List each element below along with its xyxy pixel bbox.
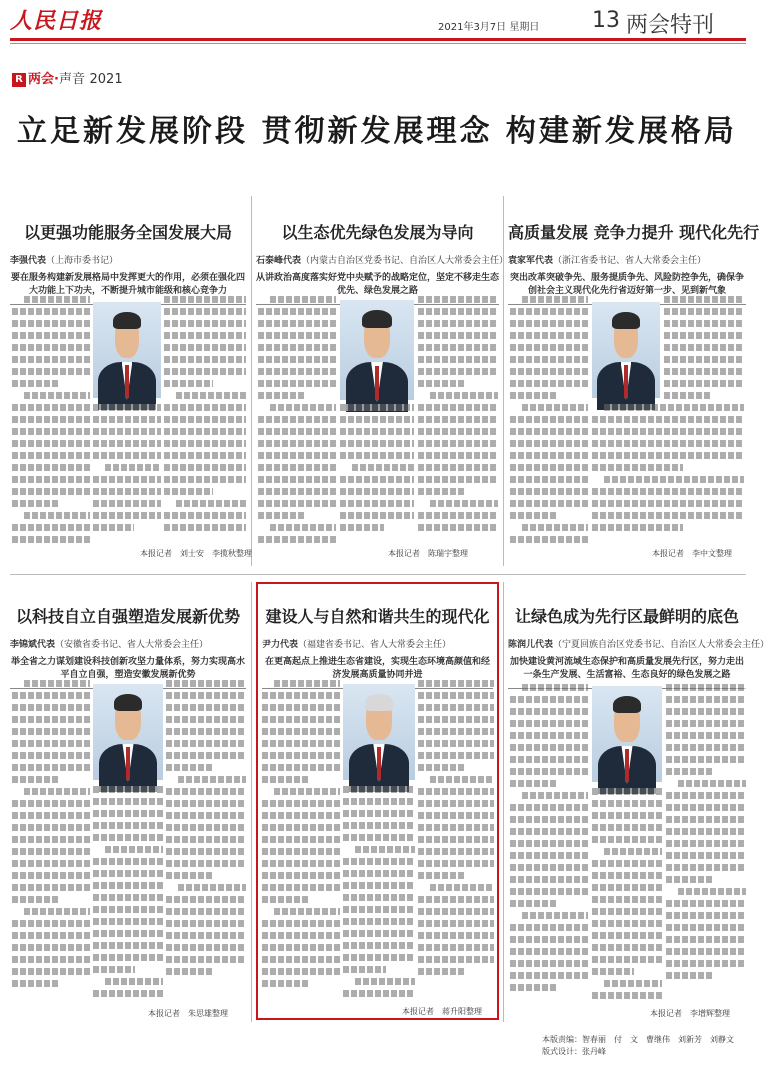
article-body [164, 296, 246, 544]
article-body [166, 680, 246, 1000]
masthead [0, 0, 754, 40]
author-affiliation: （福建省委书记、省人大常委会主任） [298, 640, 452, 650]
author-name: 石泰峰代表 [256, 256, 302, 266]
article-body [93, 404, 161, 552]
article-body [93, 786, 163, 1010]
article-card [256, 220, 509, 305]
article-reporter: 本报记者 蒋升阳整理 [402, 1007, 482, 1016]
section-label: 两会· [28, 72, 59, 87]
article-card [508, 220, 760, 305]
article-author [262, 637, 493, 650]
article-title: 以更强功能服务全国发展大局 [23, 223, 232, 242]
article-author [256, 253, 509, 266]
article-body [343, 786, 415, 1010]
article-author [508, 637, 769, 650]
article-card [10, 604, 246, 689]
page-section: 两会特刊 [626, 13, 715, 38]
footer-editors: 本版责编：智春丽 付 文 曹继伟 刘新芳 刘静文 [542, 1035, 734, 1044]
author-affiliation: （上海市委书记） [46, 256, 119, 266]
section-year: 2021 [89, 72, 123, 87]
article-title: 高质量发展 竞争力提升 现代化先行 [508, 223, 760, 242]
author-name: 李强代表 [10, 256, 47, 266]
article-body [340, 404, 414, 550]
article-body [592, 788, 662, 1010]
row-divider [10, 574, 746, 575]
article-title: 以生态优先绿色发展为导向 [281, 223, 474, 242]
article-body [258, 296, 336, 550]
article-lead: 加快建设黄河流域生态保护和高质量发展先行区，努力走出一条生产发展、生活富裕、生态良好的绿色发展之路 [509, 657, 744, 680]
author-name: 李锦斌代表 [10, 640, 56, 650]
article-body [510, 296, 588, 550]
article-reporter: 本报记者 李增辉整理 [650, 1009, 730, 1018]
article-body [12, 680, 90, 1010]
author-portrait [592, 302, 660, 398]
column-divider [251, 582, 252, 1022]
author-portrait [340, 300, 414, 400]
newspaper-logo: 人民日报 [10, 8, 103, 34]
article-lead: 举全省之力谋划建设科技创新攻坚力量体系，努力实现高水平自立自强，塑造安徽发展新优势 [10, 657, 245, 680]
author-portrait [93, 302, 161, 398]
author-affiliation: （内蒙古自治区党委书记、自治区人大常委会主任） [301, 256, 509, 266]
article-reporter: 本报记者 朱思雄整理 [148, 1009, 228, 1018]
article-lead: 从讲政治高度落实好党中央赋予的战略定位，坚定不移走生态优先、绿色发展之路 [256, 273, 500, 296]
article-body [666, 684, 746, 1002]
column-divider [503, 582, 504, 1022]
article-body [418, 296, 498, 542]
author-name: 袁家军代表 [508, 256, 554, 266]
article-reporter: 本报记者 李中文整理 [652, 549, 732, 558]
author-portrait [343, 684, 415, 780]
section-sublabel: 声音 [58, 72, 85, 87]
article-body [664, 296, 744, 406]
issue-date: 2021年3月7日 星期日 [438, 22, 540, 33]
article-author [508, 253, 746, 266]
article-card [10, 220, 246, 305]
author-portrait [93, 684, 163, 780]
section-tag [12, 68, 123, 87]
author-name: 尹力代表 [262, 640, 299, 650]
page-headline: 立足新发展阶段 贯彻新发展理念 构建新发展格局 [17, 114, 737, 149]
article-body [262, 680, 340, 1010]
article-card-featured [262, 604, 493, 689]
column-divider [503, 196, 504, 566]
column-divider [251, 196, 252, 566]
author-affiliation: （安徽省委书记、省人大常委会主任） [55, 640, 209, 650]
article-reporter: 本报记者 刘士安 李揽秋整理 [140, 549, 252, 558]
article-body [510, 684, 588, 1010]
article-author [10, 637, 246, 650]
page-footer [542, 1034, 734, 1058]
footer-design: 版式设计：张丹峰 [542, 1047, 606, 1056]
article-lead: 要在服务构建新发展格局中发挥更大的作用，必须在强化四大功能上下功夫，不断提升城市能级和核心竞争力 [10, 273, 245, 296]
section-r-icon: R [12, 73, 26, 87]
article-author [10, 253, 246, 266]
article-lead: 突出改革突破争先、服务提质争先、风险防控争先，确保争创社会主义现代化先行省迈好第一步、见到新气象 [509, 273, 744, 296]
author-affiliation: （浙江省委书记、省人大常委会主任） [553, 256, 707, 266]
article-body [12, 296, 90, 552]
page-number: 13 [592, 8, 620, 33]
author-portrait [592, 686, 662, 782]
masthead-rule [10, 38, 746, 41]
author-affiliation: （宁夏回族自治区党委书记、自治区人大常委会主任） [553, 640, 769, 650]
article-title: 让绿色成为先行区最鲜明的底色 [514, 607, 739, 626]
article-title: 建设人与自然和谐共生的现代化 [265, 607, 490, 626]
article-body [592, 404, 744, 542]
article-title: 以科技自立自强塑造发展新优势 [15, 607, 240, 626]
article-lead: 在更高起点上推进生态省建设，实现生态环境高颜值和经济发展高质量协同并进 [264, 657, 490, 680]
article-reporter: 本报记者 陈瑞宇整理 [388, 549, 468, 558]
author-name: 陈润儿代表 [508, 640, 554, 650]
article-body [418, 680, 494, 998]
masthead-rule-thin [10, 43, 746, 44]
article-card [508, 604, 769, 689]
